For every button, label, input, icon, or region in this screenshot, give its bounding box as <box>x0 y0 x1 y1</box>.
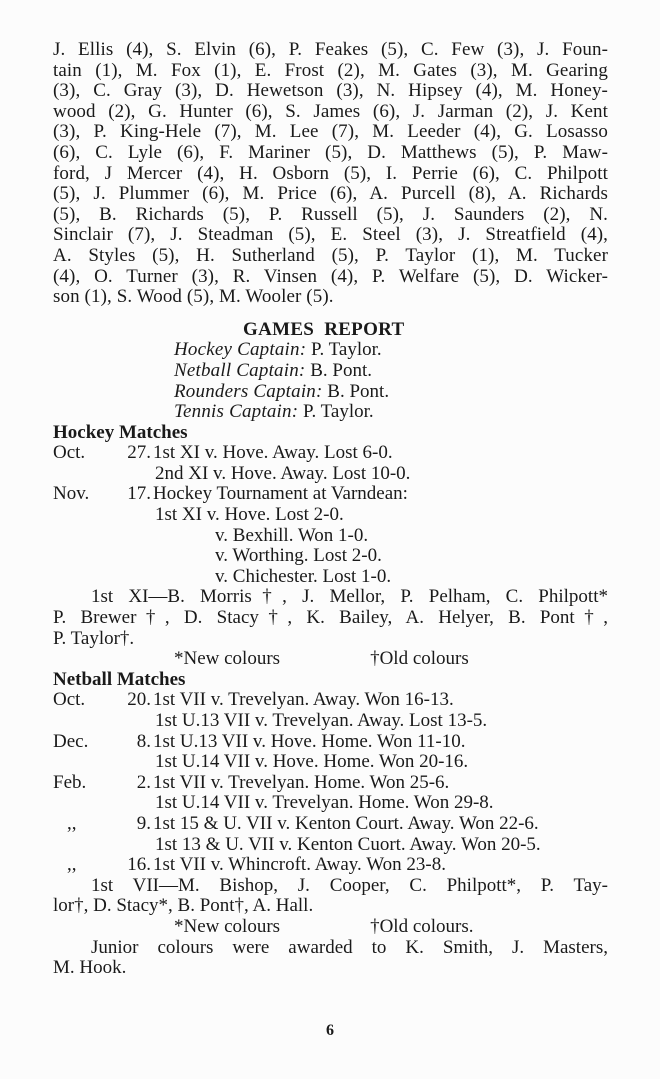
netball-match-row <box>53 732 608 753</box>
netball-team-paragraph <box>53 876 608 917</box>
captain-name: B. Pont. <box>322 380 390 402</box>
hockey-sub-match: v. Bexhill. Won 1-0. <box>215 524 369 546</box>
names-line: ford, J Mercer (4), H. Osborn (5), I. Perrie (6), C. Philpott <box>53 162 608 184</box>
legend-new-colours: *New colours <box>174 915 281 937</box>
match-month: Oct. <box>53 442 86 464</box>
netball-match-row <box>53 814 608 835</box>
captain-name: P. Taylor. <box>306 339 382 361</box>
junior-line: M. Hook. <box>53 957 127 979</box>
names-line: J. Ellis (4), S. Elvin (6), P. Feakes (5), C. Few (3), J. Foun- <box>53 39 608 60</box>
captain-role: Netball Captain: <box>174 359 306 381</box>
hockey-team-paragraph <box>53 587 608 649</box>
legend-old-colours: †Old colours. <box>370 915 474 937</box>
hockey-sub-match: v. Chichester. Lost 1-0. <box>215 565 392 587</box>
junior-colours-paragraph <box>53 938 608 979</box>
match-day: 2. <box>136 771 151 793</box>
captain-rounders <box>174 382 608 403</box>
names-line: A. Styles (5), H. Sutherland (5), P. Taylor (1), M. Tucker <box>53 244 608 266</box>
hockey-sub-match: v. Worthing. Lost 2-0. <box>215 545 382 567</box>
netball-match-row: 1st U.13 VII v. Trevelyan. Away. Lost 13-5. <box>155 710 488 731</box>
match-month: Dec. <box>53 730 89 752</box>
team-line: 1st XI—B. Morris†, J. Mellor, P. Pelham, C. Philpott* <box>91 586 608 608</box>
junior-line: Junior colours were awarded to K. Smith, J. Masters, <box>91 936 608 958</box>
captain-role: Tennis Captain: <box>174 401 299 423</box>
netball-match-row <box>53 855 608 876</box>
legend-old-colours: †Old colours <box>370 648 469 670</box>
hockey-match-row: 2nd XI v. Hove. Away. Lost 10-0. <box>155 462 411 484</box>
captain-hockey <box>174 340 608 361</box>
hockey-match-row: 1st XI v. Hove. Lost 2-0. <box>155 504 344 526</box>
match-day: 20. <box>127 689 151 711</box>
names-line: son (1), S. Wood (5), M. Wooler (5). <box>53 286 334 308</box>
names-line: tain (1), M. Fox (1), E. Frost (2), M. Gates (3), M. Gearing <box>53 59 608 81</box>
netball-match-row: 1st U.14 VII v. Trevelyan. Home. Won 29-8. <box>155 792 494 814</box>
team-line: 1st VII—M. Bishop, J. Cooper, C. Philpott*, P. Tay- <box>91 874 608 896</box>
netball-heading: Netball Matches <box>53 668 186 690</box>
match-text: 1st VII v. Trevelyan. Home. Won 25-6. <box>153 771 450 793</box>
names-line: (3), C. Gray (3), D. Hewetson (3), N. Hipsey (4), M. Honey- <box>53 80 608 102</box>
match-day: 9. <box>136 812 151 834</box>
captain-tennis <box>174 402 608 423</box>
ditto-mark: ,, <box>67 854 77 876</box>
match-text: 1st U.13 VII v. Hove. Home. Won 11-10. <box>153 730 466 752</box>
title-word: REPORT <box>324 318 405 340</box>
names-line: wood (2), G. Hunter (6), S. James (6), J. Jarman (2), J. Kent <box>53 100 608 122</box>
captains-list <box>174 340 608 422</box>
hockey-heading: Hockey Matches <box>53 421 188 443</box>
hockey-match-row <box>53 484 608 505</box>
hockey-match-row <box>53 443 608 464</box>
captain-name: B. Pont. <box>305 359 372 381</box>
match-month: Nov. <box>53 483 90 505</box>
match-text: 1st 15 & U. VII v. Kenton Court. Away. Won 22-6. <box>153 812 539 834</box>
names-line: (5), J. Plummer (6), M. Price (6), A. Purcell (8), A. Richards <box>53 183 608 205</box>
match-day: 8. <box>136 730 151 752</box>
captain-netball <box>174 361 608 382</box>
names-line: (5), B. Richards (5), P. Russell (5), J. Saunders (2), N. <box>53 203 608 225</box>
page-number: 6 <box>326 1022 334 1039</box>
names-line: Sinclair (7), J. Steadman (5), E. Steel (3), J. Streatfield (4), <box>53 224 608 246</box>
captain-role: Hockey Captain: <box>174 339 307 361</box>
netball-match-row <box>53 773 608 794</box>
title-word: GAMES <box>243 318 315 340</box>
hockey-colours-legend <box>174 649 608 670</box>
names-line: (4), O. Turner (3), R. Vinsen (4), P. Welfare (5), D. Wicker- <box>53 265 608 287</box>
netball-match-row <box>53 690 608 711</box>
match-month: Oct. <box>53 689 86 711</box>
team-line: P. Taylor†. <box>53 627 135 649</box>
netball-match-row: 1st U.14 VII v. Hove. Home. Won 20-16. <box>155 751 469 773</box>
games-report-title <box>243 320 608 341</box>
match-day: 16. <box>127 854 151 876</box>
document-page <box>53 40 608 979</box>
match-text: 1st VII v. Whincroft. Away. Won 23-8. <box>153 854 446 876</box>
legend-new-colours: *New colours <box>174 648 281 670</box>
team-line: lor†, D. Stacy*, B. Pont†, A. Hall. <box>53 895 314 917</box>
captain-role: Rounders Captain: <box>174 380 323 402</box>
names-line: (3), P. King-Hele (7), M. Lee (7), M. Leeder (4), G. Losasso <box>53 121 608 143</box>
ditto-mark: ,, <box>67 812 77 834</box>
match-text: 1st VII v. Trevelyan. Away. Won 16-13. <box>153 689 454 711</box>
match-month: Feb. <box>53 771 87 793</box>
names-list-paragraph <box>53 40 608 308</box>
match-text: Hockey Tournament at Varndean: <box>153 483 408 505</box>
captain-name: P. Taylor. <box>298 401 374 423</box>
netball-colours-legend <box>174 917 608 938</box>
names-line: (6), C. Lyle (6), F. Mariner (5), D. Matthews (5), P. Maw- <box>53 141 608 163</box>
netball-match-row: 1st 13 & U. VII v. Kenton Cuort. Away. Won 20-5. <box>155 833 541 855</box>
match-day: 17. <box>127 483 151 505</box>
team-line: P. Brewer†, D. Stacy†, K. Bailey, A. Helyer, B. Pont†, <box>53 607 608 629</box>
match-day: 27. <box>127 442 151 464</box>
match-text: 1st XI v. Hove. Away. Lost 6-0. <box>153 442 393 464</box>
